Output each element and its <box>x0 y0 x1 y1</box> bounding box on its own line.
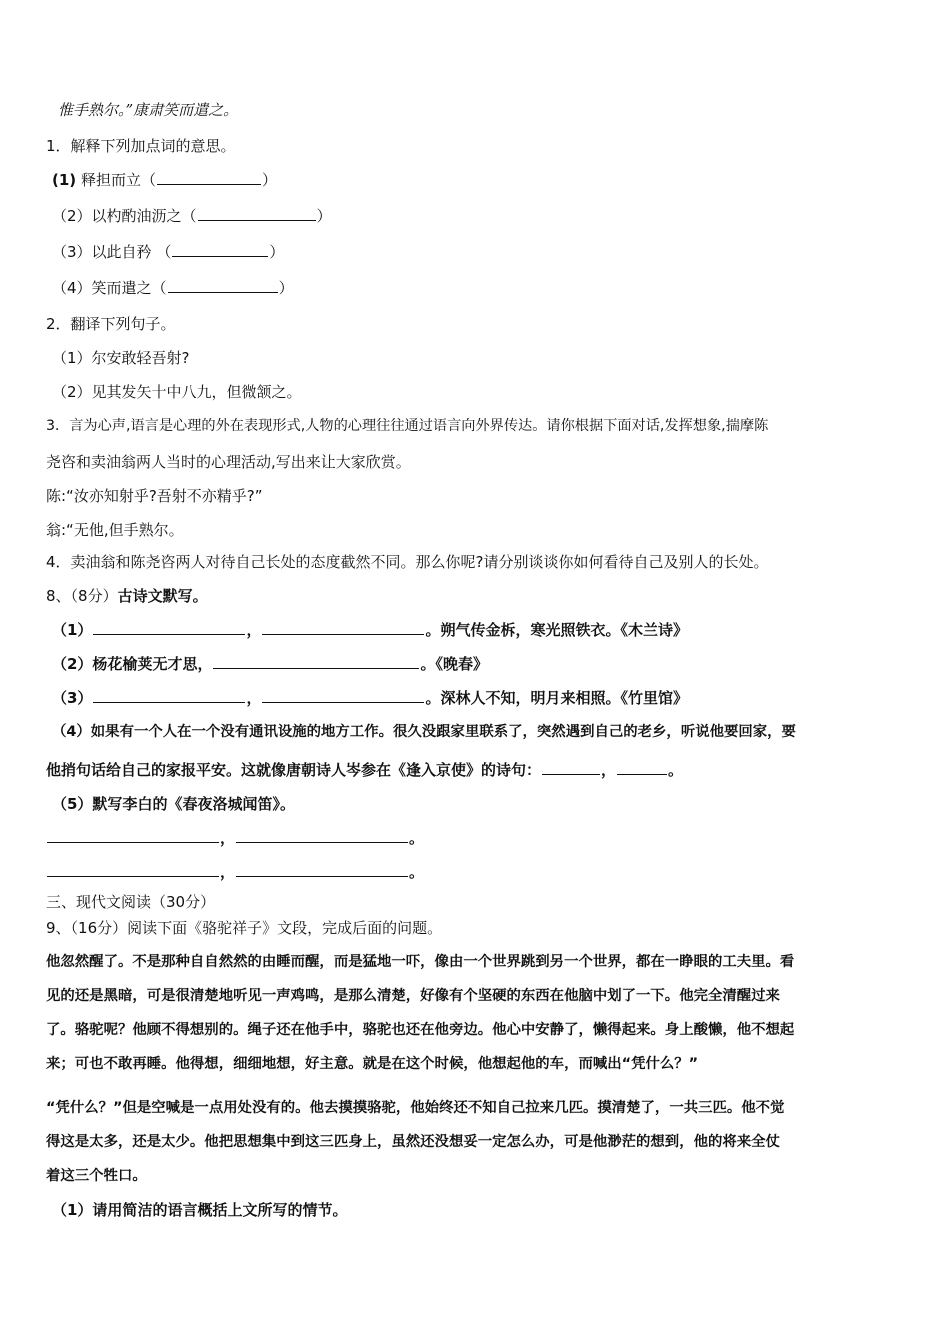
q8-line-1: （1） ， 。朔气传金柝，寒光照铁衣。《木兰诗》 <box>52 621 688 639</box>
q1-title: 1．解释下列加点词的意思。 <box>46 137 236 155</box>
q1-item-3: （3）以此自矜 （ ） <box>52 243 285 261</box>
q1-item-4: （4）笑而遣之（ ） <box>52 279 294 297</box>
q9-para-2-line-3: 着这三个牲口。 <box>46 1168 147 1184</box>
q3-chen-dialogue: 陈:“汝亦知射乎?吾射不亦精乎?” <box>46 487 263 505</box>
q2-item-2: （2）见其发矢十中八九，但微颔之。 <box>52 383 302 401</box>
q9-para-1-line-1: 他忽然醒了。不是那种自自然然的由睡而醒，而是猛地一吓，像由一个世界跳到另一个世界，都在一睁眼的工夫里。看 <box>46 954 795 970</box>
q2-item-1: （1）尔安敢轻吾射? <box>52 349 190 367</box>
q1-item-2: （2）以杓酌油沥之（ ） <box>52 207 332 225</box>
answer-blank[interactable] <box>93 620 245 635</box>
q3-weng-dialogue: 翁:“无他,但手熟尔。 <box>46 521 184 539</box>
q8-line-3: （3） ， 。深林人不知，明月来相照。《竹里馆》 <box>52 689 688 707</box>
answer-blank[interactable] <box>236 862 408 877</box>
q9-para-2-line-2: 得这是太多，还是太少。他把思想集中到这三匹身上，虽然还没想妥一定怎么办，可是他渺茫的想到，他的将来全仗 <box>46 1134 780 1150</box>
q9-title: 9、（16分）阅读下面《骆驼祥子》文段，完成后面的问题。 <box>46 919 443 937</box>
answer-blank[interactable] <box>157 170 261 185</box>
q9-para-1-line-2: 见的还是黑暗，可是很清楚地听见一声鸡鸣，是那么清楚，好像有个坚硬的东西在他脑中划了一下。他完全清醒过来 <box>46 988 780 1004</box>
q8-line-5-blanks-2: ， 。 <box>46 862 424 882</box>
answer-blank[interactable] <box>542 760 600 775</box>
q8-title: 8、（8分）古诗文默写。 <box>46 587 208 605</box>
passage-end: 惟手熟尔。”康肃笑而遣之。 <box>58 101 239 119</box>
answer-blank[interactable] <box>262 620 424 635</box>
answer-blank[interactable] <box>47 828 219 843</box>
answer-blank[interactable] <box>168 278 278 293</box>
q8-line-5: （5）默写李白的《春夜洛城闻笛》。 <box>52 795 295 813</box>
answer-blank[interactable] <box>617 760 667 775</box>
q8-line-2: （2）杨花榆荚无才思， 。《晚春》 <box>52 655 488 673</box>
answer-blank[interactable] <box>93 688 245 703</box>
q9-para-1-line-3: 了。骆驼呢？他顾不得想别的。绳子还在他手中，骆驼也还在他旁边。他心中安静了，懒得起来。身上酸懒，他不想起 <box>46 1022 795 1038</box>
q3-line-1: 3．言为心声,语言是心理的外在表现形式,人物的心理往往通过语言向外界传达。请你根据下面对话,发挥想象,揣摩陈 <box>46 418 769 434</box>
q8-line-4b: 他捎句话给自己的家报平安。这就像唐朝诗人岑参在《逢入京使》的诗句： ， 。 <box>46 761 684 779</box>
q4-text: 4．卖油翁和陈尧咨两人对待自己长处的态度截然不同。那么你呢?请分别谈谈你如何看待自己及别人的长处。 <box>46 553 769 571</box>
answer-blank[interactable] <box>213 654 419 669</box>
answer-blank[interactable] <box>172 242 268 257</box>
q8-line-5-blanks-1: ， 。 <box>46 828 424 848</box>
q9-para-2-line-1: “凭什么？”但是空喊是一点用处没有的。他去摸摸骆驼，他始终还不知自己拉来几匹。摸清楚了，一共三匹。他不觉 <box>46 1100 785 1116</box>
answer-blank[interactable] <box>198 206 316 221</box>
q9-para-1-line-4: 来；可也不敢再睡。他得想，细细地想，好主意。就是在这个时候，他想起他的车，而喊出“凭什么？” <box>46 1056 699 1072</box>
q2-title: 2．翻译下列句子。 <box>46 315 176 333</box>
answer-blank[interactable] <box>47 862 219 877</box>
q3-line-2: 尧咨和卖油翁两人当时的心理活动,写出来让大家欣赏。 <box>46 453 411 471</box>
answer-blank[interactable] <box>262 688 424 703</box>
answer-blank[interactable] <box>236 828 408 843</box>
q8-line-4a: （4）如果有一个人在一个没有通讯设施的地方工作。很久没跟家里联系了，突然遇到自己的老乡，听说他要回家，要 <box>52 724 796 740</box>
q1-item-1: (1) 释担而立（ ） <box>52 171 277 189</box>
q9-sub-1: （1）请用简洁的语言概括上文所写的情节。 <box>52 1201 348 1219</box>
section-3-title: 三、现代文阅读（30分） <box>46 893 216 911</box>
